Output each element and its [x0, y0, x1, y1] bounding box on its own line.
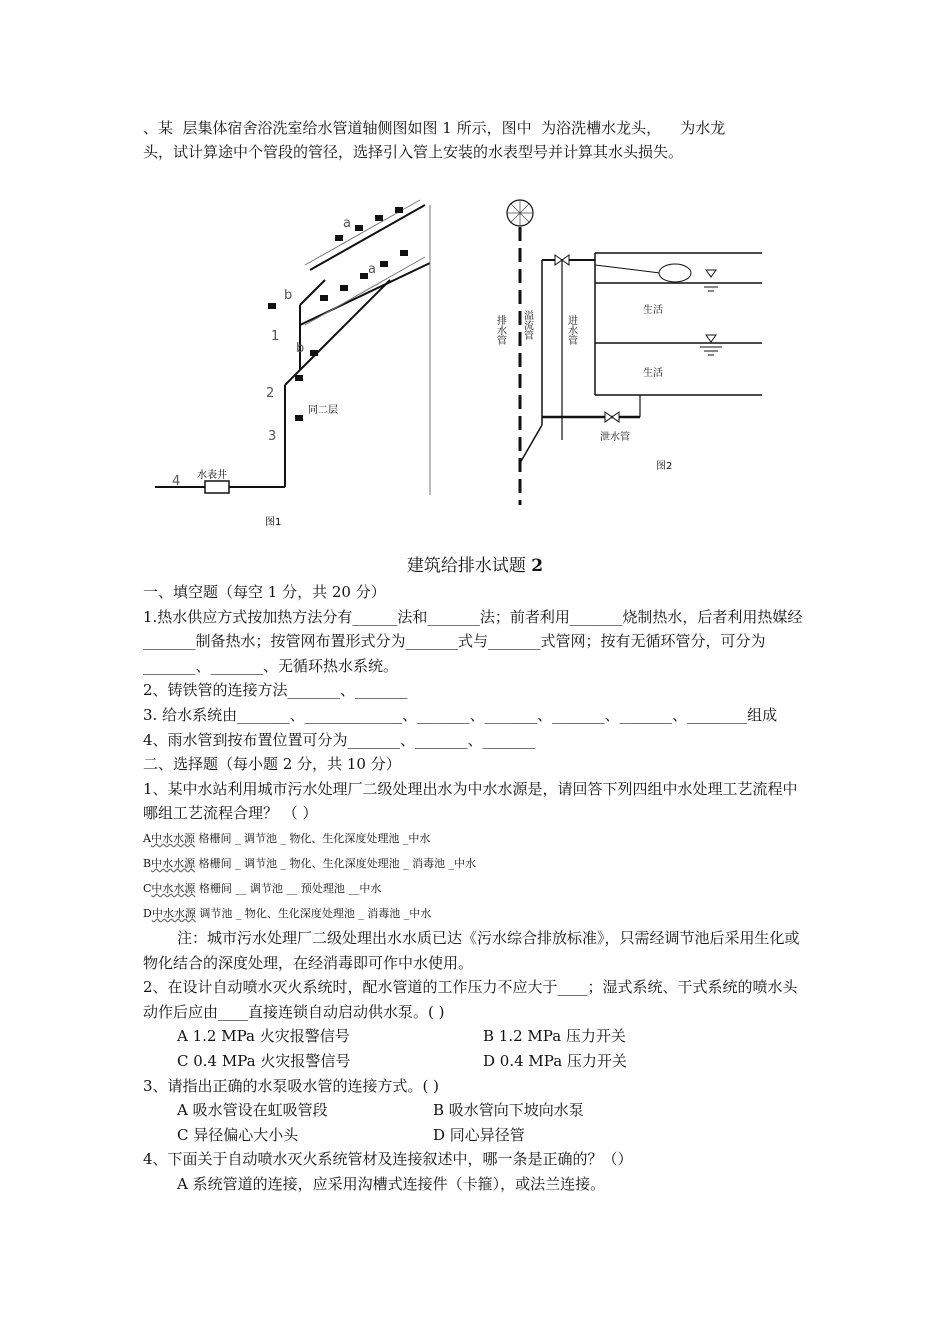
life-label-upper: 生活: [643, 305, 663, 316]
section2-note: 注：城市污水处理厂二级处理出水水质已达《污水综合排放标准》，只需经调节池后采用生化或物化结合的深度处理，在经消毒即可作中水使用。: [143, 928, 800, 972]
life-label-lower: 生活: [643, 368, 663, 379]
q3-option-d: D 同心异径管: [433, 1125, 525, 1144]
section2-heading: 二、选择题（每小题 2 分，共 10 分）: [143, 755, 401, 774]
q2-options-row-2: [143, 1049, 811, 1074]
exam-title-number: 2: [531, 556, 544, 576]
flow-option-d: D中水水源 调节池 _ 物化、生化深度处理池 _ 消毒池 _中水: [143, 906, 432, 920]
flow-option-c: C中水水源 格栅间 __ 调节池 __ 预处理池 __中水: [143, 881, 382, 895]
a-label-lower: a: [368, 262, 376, 277]
overflow-label: 溢流管: [521, 310, 533, 340]
q3-option-b: B 吸水管向下坡向水泵: [433, 1101, 584, 1120]
q4-option-a: A 系统管道的连接，应采用沟槽式连接件（卡箍），或法兰连接。: [177, 1174, 606, 1193]
q2-option-c: C 0.4 MPa 火灾报警信号: [177, 1051, 351, 1070]
segment-label-4: 4: [172, 474, 181, 489]
q2-option-b: B 1.2 MPa 压力开关: [483, 1027, 626, 1046]
figure-2-caption: 图2: [656, 461, 673, 472]
b-label-upper: b: [284, 288, 293, 303]
b-label-lower: b: [296, 341, 305, 356]
same-floor-label: 同二层: [308, 405, 338, 416]
section1-q1: 1.热水供应方式按加热方法分有______法和_______法；前者利用_______烧制热水，后者利用热媒经_______制备热水；按管网布置形式分为_______式与_______式管网；按有无循环管分，可分为_______、_______、无循环热水系统。: [143, 607, 803, 675]
section2-q1: 1、某中水站利用城市污水处理厂二级处理出水为中水水源是，请回答下列四组中水处理工艺流程中哪组工艺流程合理？ （ ）: [143, 779, 798, 823]
segment-label-2: 2: [266, 386, 275, 401]
q3-options-row-1: [143, 1098, 811, 1123]
figure-2-tank-diagram: [494, 195, 770, 515]
drain-label: 排水管: [494, 315, 506, 345]
exam-title-text: 建筑给排水试题: [406, 556, 526, 576]
drain-out-label: 泄水管: [600, 432, 630, 443]
intro-line-1: 、某 层集体宿舍浴洗室给水管道轴侧图如图 1 所示，图中 为浴洗槽水龙头， 为水龙: [143, 119, 726, 137]
section2-q3: 3、请指出正确的水泵吸水管的连接方式。( ): [143, 1076, 440, 1095]
intro-text: [143, 116, 811, 164]
q3-option-c: C 异径偏心大小头: [177, 1125, 299, 1144]
q3-option-a: A 吸水管设在虹吸管段: [177, 1101, 328, 1120]
q3-options-row-2: [143, 1123, 811, 1148]
section2-q2: 2、在设计自动喷水灭火系统时，配水管道的工作压力不应大于____；湿式系统、干式系统的喷水头动作后应由____直接连锁自动启动供水泵。( ): [143, 978, 798, 1021]
flow-option-a: A中水水源 格栅间 _ 调节池 _ 物化、生化深度处理池 _中水: [143, 831, 431, 845]
a-label-upper: a: [343, 216, 351, 231]
exam-title: [0, 551, 950, 576]
segment-label-1: 1: [271, 329, 280, 344]
inlet-label: 进水管: [565, 315, 577, 345]
section2-q4: 4、下面关于自动喷水灭火系统管材及连接叙述中，哪一条是正确的？（）: [143, 1150, 633, 1169]
q2-options-row-1: [143, 1024, 811, 1049]
section1-q3: 3. 给水系统由_______、_____________、_______、_______、_______、_______、________组成: [143, 705, 778, 724]
q2-option-a: A 1.2 MPa 火灾报警信号: [177, 1027, 350, 1046]
intro-line-2: 头，试计算途中个管段的管径，选择引入管上安装的水表型号并计算其水头损失。: [143, 143, 684, 161]
figure-1-caption: 图1: [265, 517, 282, 528]
segment-label-3: 3: [268, 429, 277, 444]
figure-1-pipe-diagram: [150, 195, 440, 535]
flow-option-b: B中水水源 格栅间 _ 调节池 _ 物化、生化深度处理池 _ 消毒池 _中水: [143, 856, 477, 870]
section1-q4: 4、雨水管到按布置位置可分为_______、_______、_______: [143, 730, 536, 749]
exam-content: [143, 580, 811, 1196]
q2-option-d: D 0.4 MPa 压力开关: [483, 1051, 627, 1070]
section1-q2: 2、铸铁管的连接方法_______、_______: [143, 681, 408, 700]
meter-label: 水表井: [197, 470, 227, 481]
section1-heading: 一、填空题（每空 1 分，共 20 分）: [143, 583, 386, 601]
